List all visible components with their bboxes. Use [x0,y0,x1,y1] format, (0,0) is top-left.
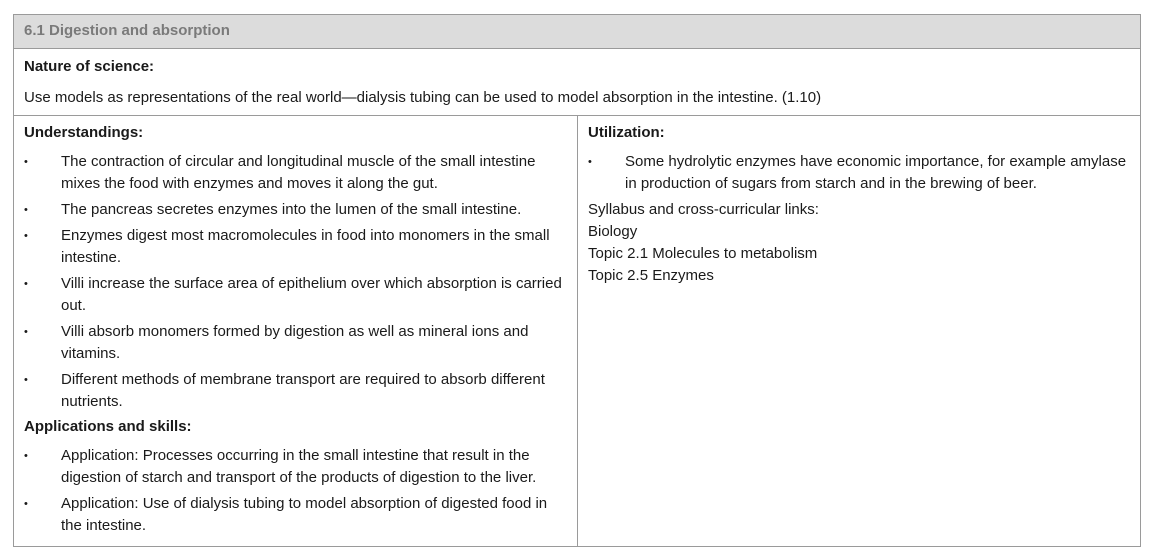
list-item [24,199,567,221]
understandings-list [24,151,567,413]
bullet-icon: • [24,498,28,510]
bullet-icon: • [24,204,28,216]
list-item-text: The contraction of circular and longitudinal muscle of the small intestine mixes the food with enzymes and moves it along the gut. [61,153,536,192]
list-item [24,369,567,413]
bullet-icon: • [24,156,28,168]
bullet-icon: • [24,230,28,242]
link-subject: Biology [588,223,638,240]
nature-of-science-text: Use models as representations of the real world—dialysis tubing can be used to model absorption in the intestine. (1.10) [24,89,822,106]
list-item-text: Application: Processes occurring in the small intestine that result in the digestion of starch and transport of the products of digestion to the liver. [61,447,537,486]
applications-list [24,445,567,537]
section-title: 6.1 Digestion and absorption [14,15,1140,49]
nature-of-science-section [14,49,1140,116]
right-column [578,116,1140,546]
list-item [588,151,1130,195]
syllabus-table [13,14,1141,547]
bullet-icon: • [588,156,592,168]
bullet-icon: • [24,374,28,386]
links-heading: Syllabus and cross-curricular links: [588,201,819,218]
understandings-heading: Understandings: [24,124,144,141]
bullet-icon: • [24,326,28,338]
left-column [14,116,578,546]
list-item [24,493,567,537]
list-item-text: Application: Use of dialysis tubing to model absorption of digested food in the intestine. [61,495,548,534]
list-item [24,445,567,489]
list-item-text: The pancreas secretes enzymes into the lumen of the small intestine. [61,201,522,218]
cross-curricular-links [588,199,1130,287]
content-row [14,116,1140,546]
list-item [24,321,567,365]
list-item-text: Villi absorb monomers formed by digestion as well as mineral ions and vitamins. [61,323,529,362]
link-topic: Topic 2.1 Molecules to metabolism [588,245,818,262]
list-item-text: Villi increase the surface area of epithelium over which absorption is carried out. [61,275,562,314]
utilization-list [588,151,1130,195]
list-item [24,151,567,195]
link-topic: Topic 2.5 Enzymes [588,267,714,284]
utilization-heading: Utilization: [588,124,665,141]
nature-of-science-heading: Nature of science: [24,58,155,75]
list-item-text: Some hydrolytic enzymes have economic importance, for example amylase in production of sugars from starch and in the brewing of beer. [625,153,1127,192]
bullet-icon: • [24,278,28,290]
list-item [24,225,567,269]
list-item-text: Different methods of membrane transport are required to absorb different nutrients. [61,371,545,410]
bullet-icon: • [24,450,28,462]
applications-heading: Applications and skills: [24,418,192,435]
list-item [24,273,567,317]
list-item-text: Enzymes digest most macromolecules in food into monomers in the small intestine. [61,227,550,266]
